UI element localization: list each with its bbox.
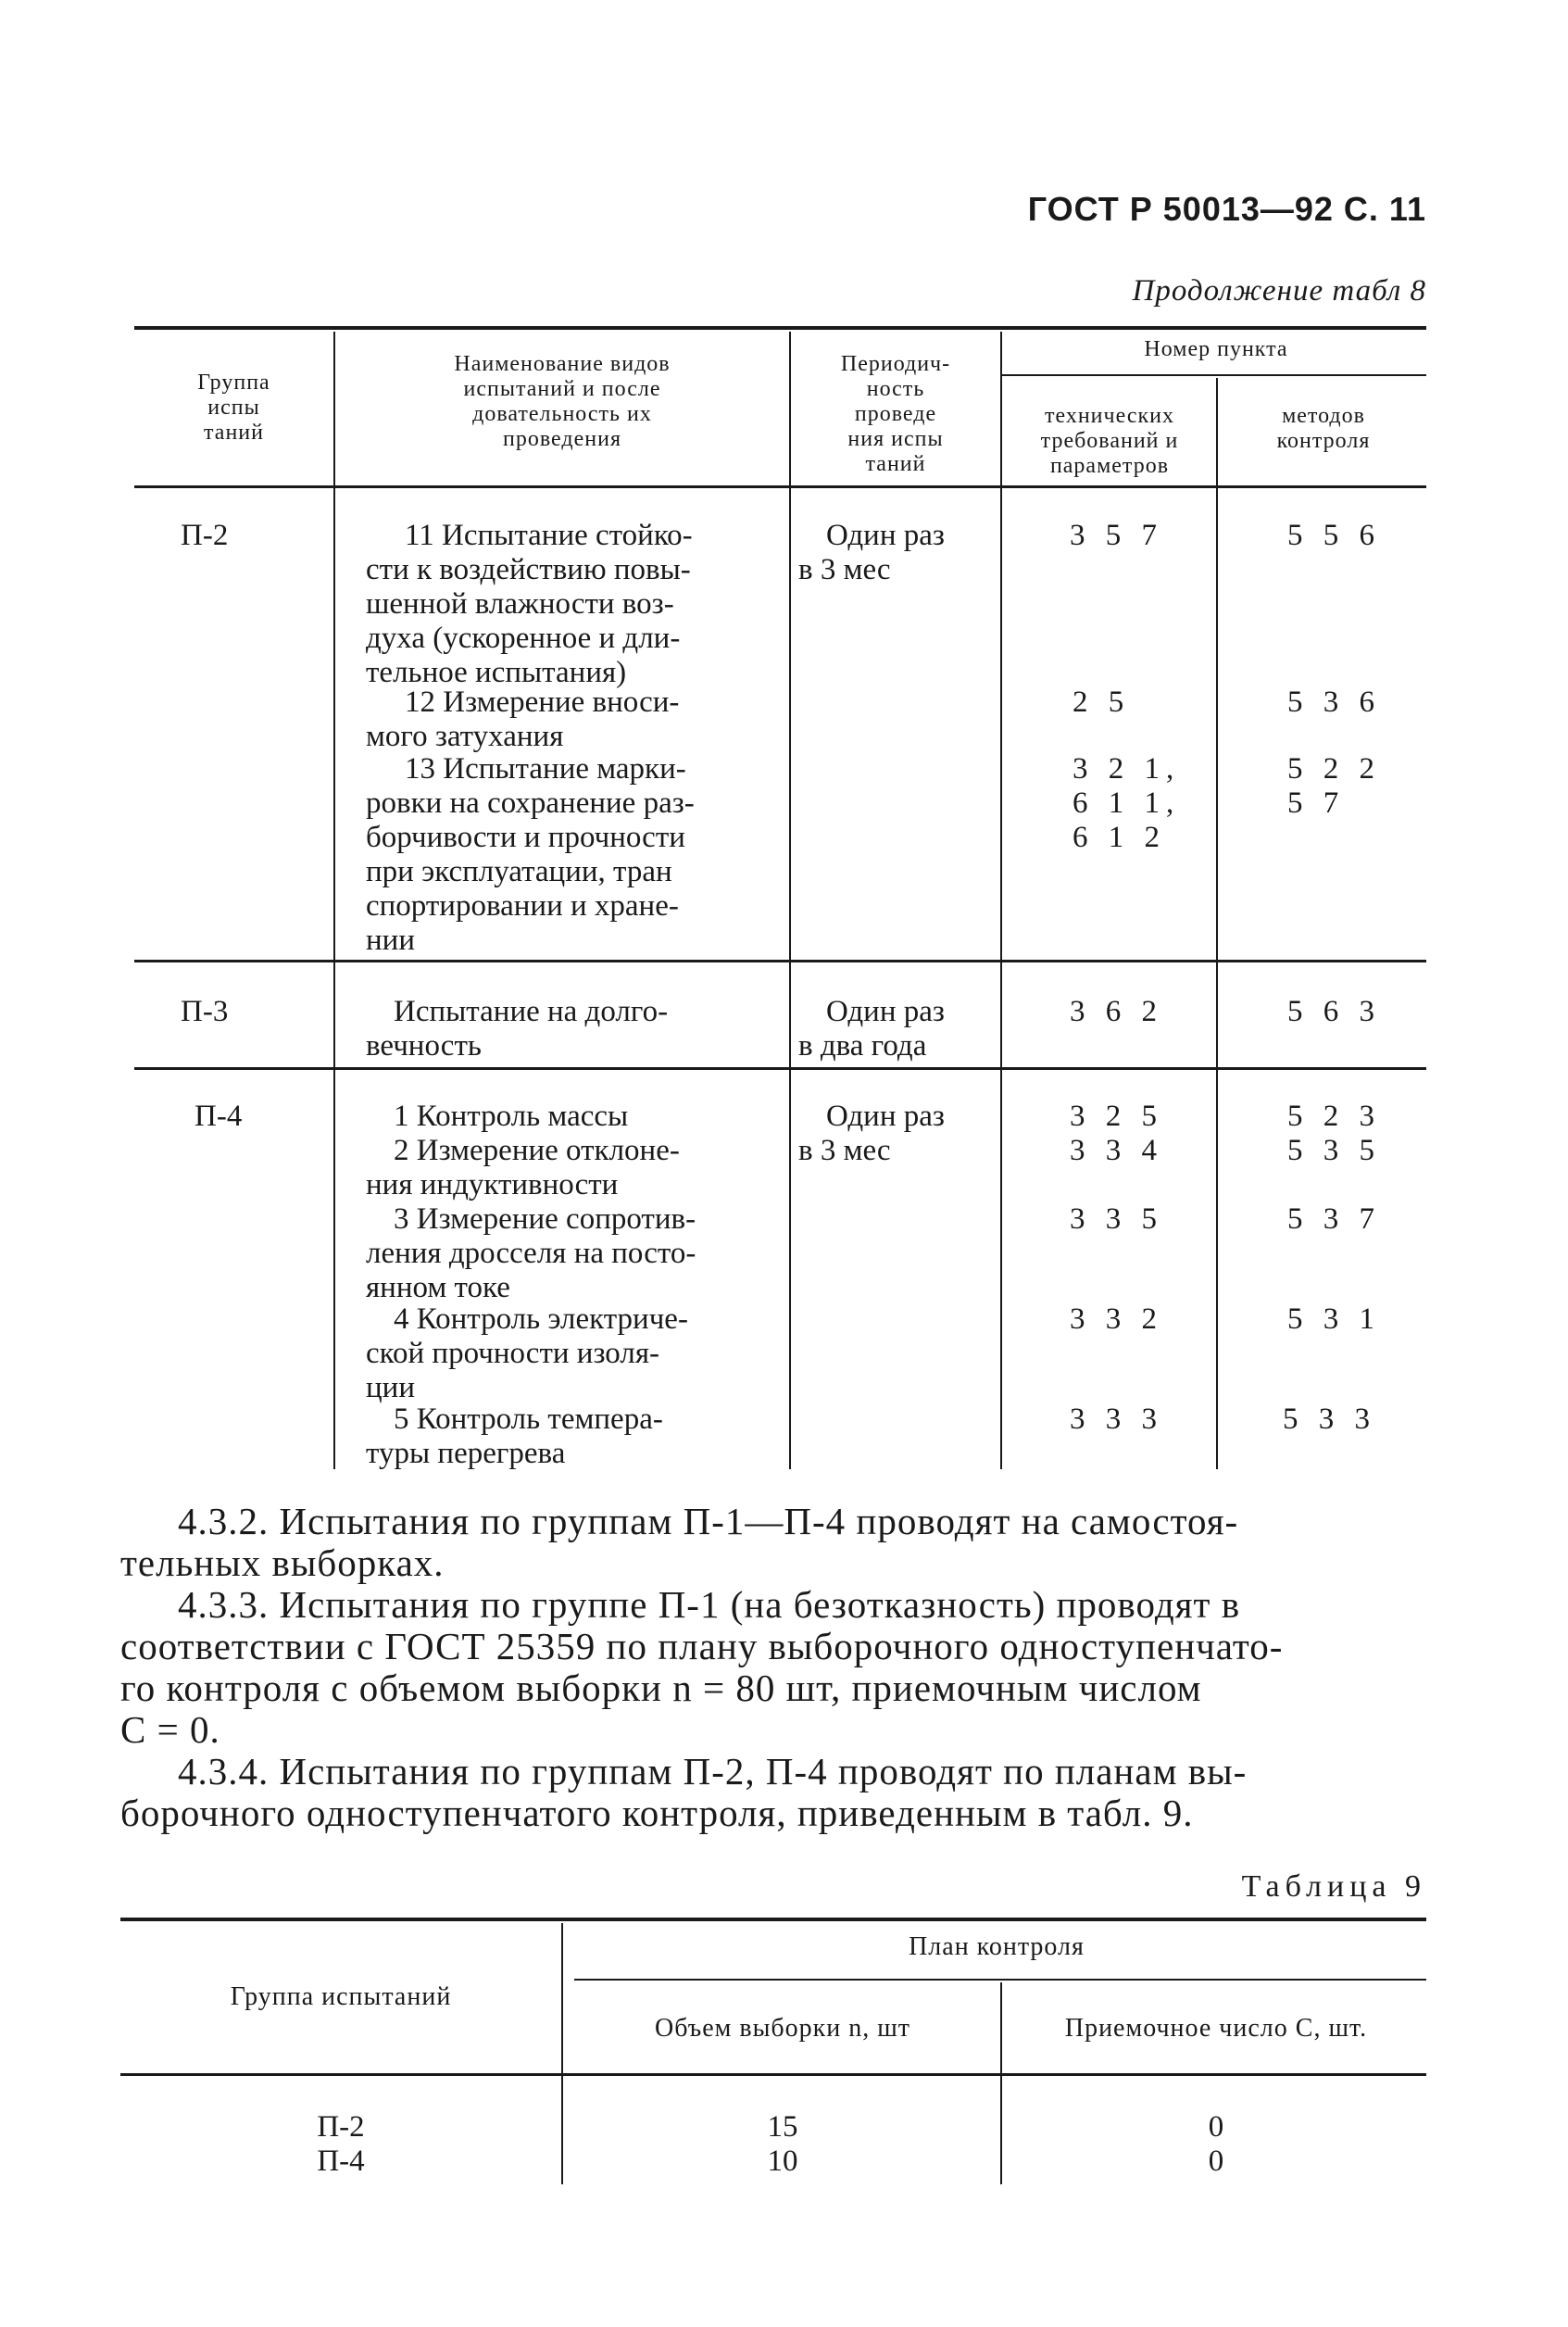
table-9-title: Таблица 9 [1241,1869,1426,1904]
table9-header-bottom-rule [120,2073,1426,2076]
method-point: 5 2 3 [1287,1100,1381,1133]
table8-group-divider [134,960,1426,962]
t9-header-sample: Объем выборки n, шт [654,2014,911,2043]
method-point: 5 3 7 [1287,1202,1381,1236]
table8-col-rule [789,332,791,1469]
method-point: 5 3 6 [1287,686,1381,719]
test-description: 13 Испытание марки- ровки на сохранение раз- борчивости и прочности при эксплуатации, тран спортировании и хране- нии [366,752,695,957]
method-point: 5 3 3 [1283,1402,1376,1436]
page-header-code: ГОСТ Р 50013—92 С. 11 [1027,190,1426,228]
tech-point: 3 2 5 [1070,1100,1163,1133]
table9-top-rule [120,1918,1426,1921]
tech-point: 3 3 4 [1070,1134,1163,1167]
period-cell: Один раз в 3 мес [798,1100,945,1167]
method-point: 5 5 6 [1287,519,1381,552]
table8-col-rule [333,332,335,1469]
t9-header-accept: Приемочное число C, шт. [1064,2014,1368,2043]
t9-header-group: Группа испытаний [230,1982,452,2011]
header-point-number: Номер пункта [1144,337,1288,361]
header-methods: методов контроля [1276,404,1371,453]
t9-accept-cell: 0 0 [1208,2110,1224,2178]
test-description: 3 Измерение сопротив- ления дросселя на посто- янном токе [366,1202,696,1304]
table8-col-rule [1000,332,1002,1469]
table8-col-rule [1216,378,1218,1469]
test-description: Испытание на долго- вечность [366,995,669,1063]
table9-col-rule [1000,1982,1002,2184]
tech-point: 3 3 5 [1070,1202,1163,1236]
method-point: 5 2 2 5 7 [1287,752,1381,820]
test-description: 1 Контроль массы [394,1100,629,1133]
tech-point: 3 3 3 [1070,1402,1163,1436]
tech-point: 3 2 1, 6 1 1, 6 1 2 [1073,752,1181,854]
header-group: Группа испы таний [197,371,270,445]
table8-header-bottom-rule [134,485,1426,488]
table8-group-divider [134,1067,1426,1070]
header-period: Периодич- ность проведе ния испы таний [840,352,951,476]
table9-subheader-rule [574,1979,1426,1981]
t9-sample-cell: 15 10 [767,2110,798,2178]
method-point: 5 3 1 [1287,1302,1381,1336]
paragraph-4-3-4: 4.3.4. Испытания по группам П-2, П-4 проводят по планам вы- борочного одноступенчатого контроля, приведенным в табл. 9. [120,1750,1248,1834]
tech-point: 3 5 7 [1070,519,1163,552]
test-description: 12 Измерение вноси- мого затухания [366,686,680,753]
table8-subheader-rule [1000,374,1426,376]
header-name: Наименование видов испытаний и после довательность их проведения [454,352,671,451]
period-cell: Один раз в два года [798,995,945,1063]
tech-point: 3 6 2 [1070,995,1163,1028]
period-cell: Один раз в 3 мес [798,519,945,586]
test-description: 2 Измерение отклоне- ния индуктивности [366,1134,680,1201]
table9-col-rule [561,1923,563,2184]
tech-point: 2 5 [1073,686,1131,719]
table-continuation-label: Продолжение табл 8 [1132,274,1426,308]
paragraph-4-3-3: 4.3.3. Испытания по группе П-1 (на безотказность) проводят в соответствии с ГОСТ 25359 по плану выборочного одноступенчато- го контроля с объемом выборки n = 80 шт, приемочным числом C = 0. [120,1583,1284,1751]
table8-top-rule [134,326,1426,330]
test-description: 11 Испытание стойко- сти к воздействию повы- шенной влажности воз- духа (ускоренное и дли- тельное испытания) [366,519,693,689]
group-label: П-2 [181,519,229,552]
method-point: 5 6 3 [1287,995,1381,1028]
t9-group-cell: П-2 П-4 [317,2110,365,2178]
group-label: П-3 [181,995,229,1028]
tech-point: 3 3 2 [1070,1302,1163,1336]
t9-header-plan: План контроля [909,1932,1085,1961]
test-description: 5 Контроль темпера- туры перегрева [366,1402,663,1470]
test-description: 4 Контроль электриче- ской прочности изоля- ции [366,1302,688,1404]
group-label: П-4 [194,1100,243,1133]
paragraph-4-3-2: 4.3.2. Испытания по группам П-1—П-4 проводят на самостоя- тельных выборках. [120,1500,1239,1584]
method-point: 5 3 5 [1287,1134,1381,1167]
header-tech: технических требований и параметров [1040,404,1179,478]
